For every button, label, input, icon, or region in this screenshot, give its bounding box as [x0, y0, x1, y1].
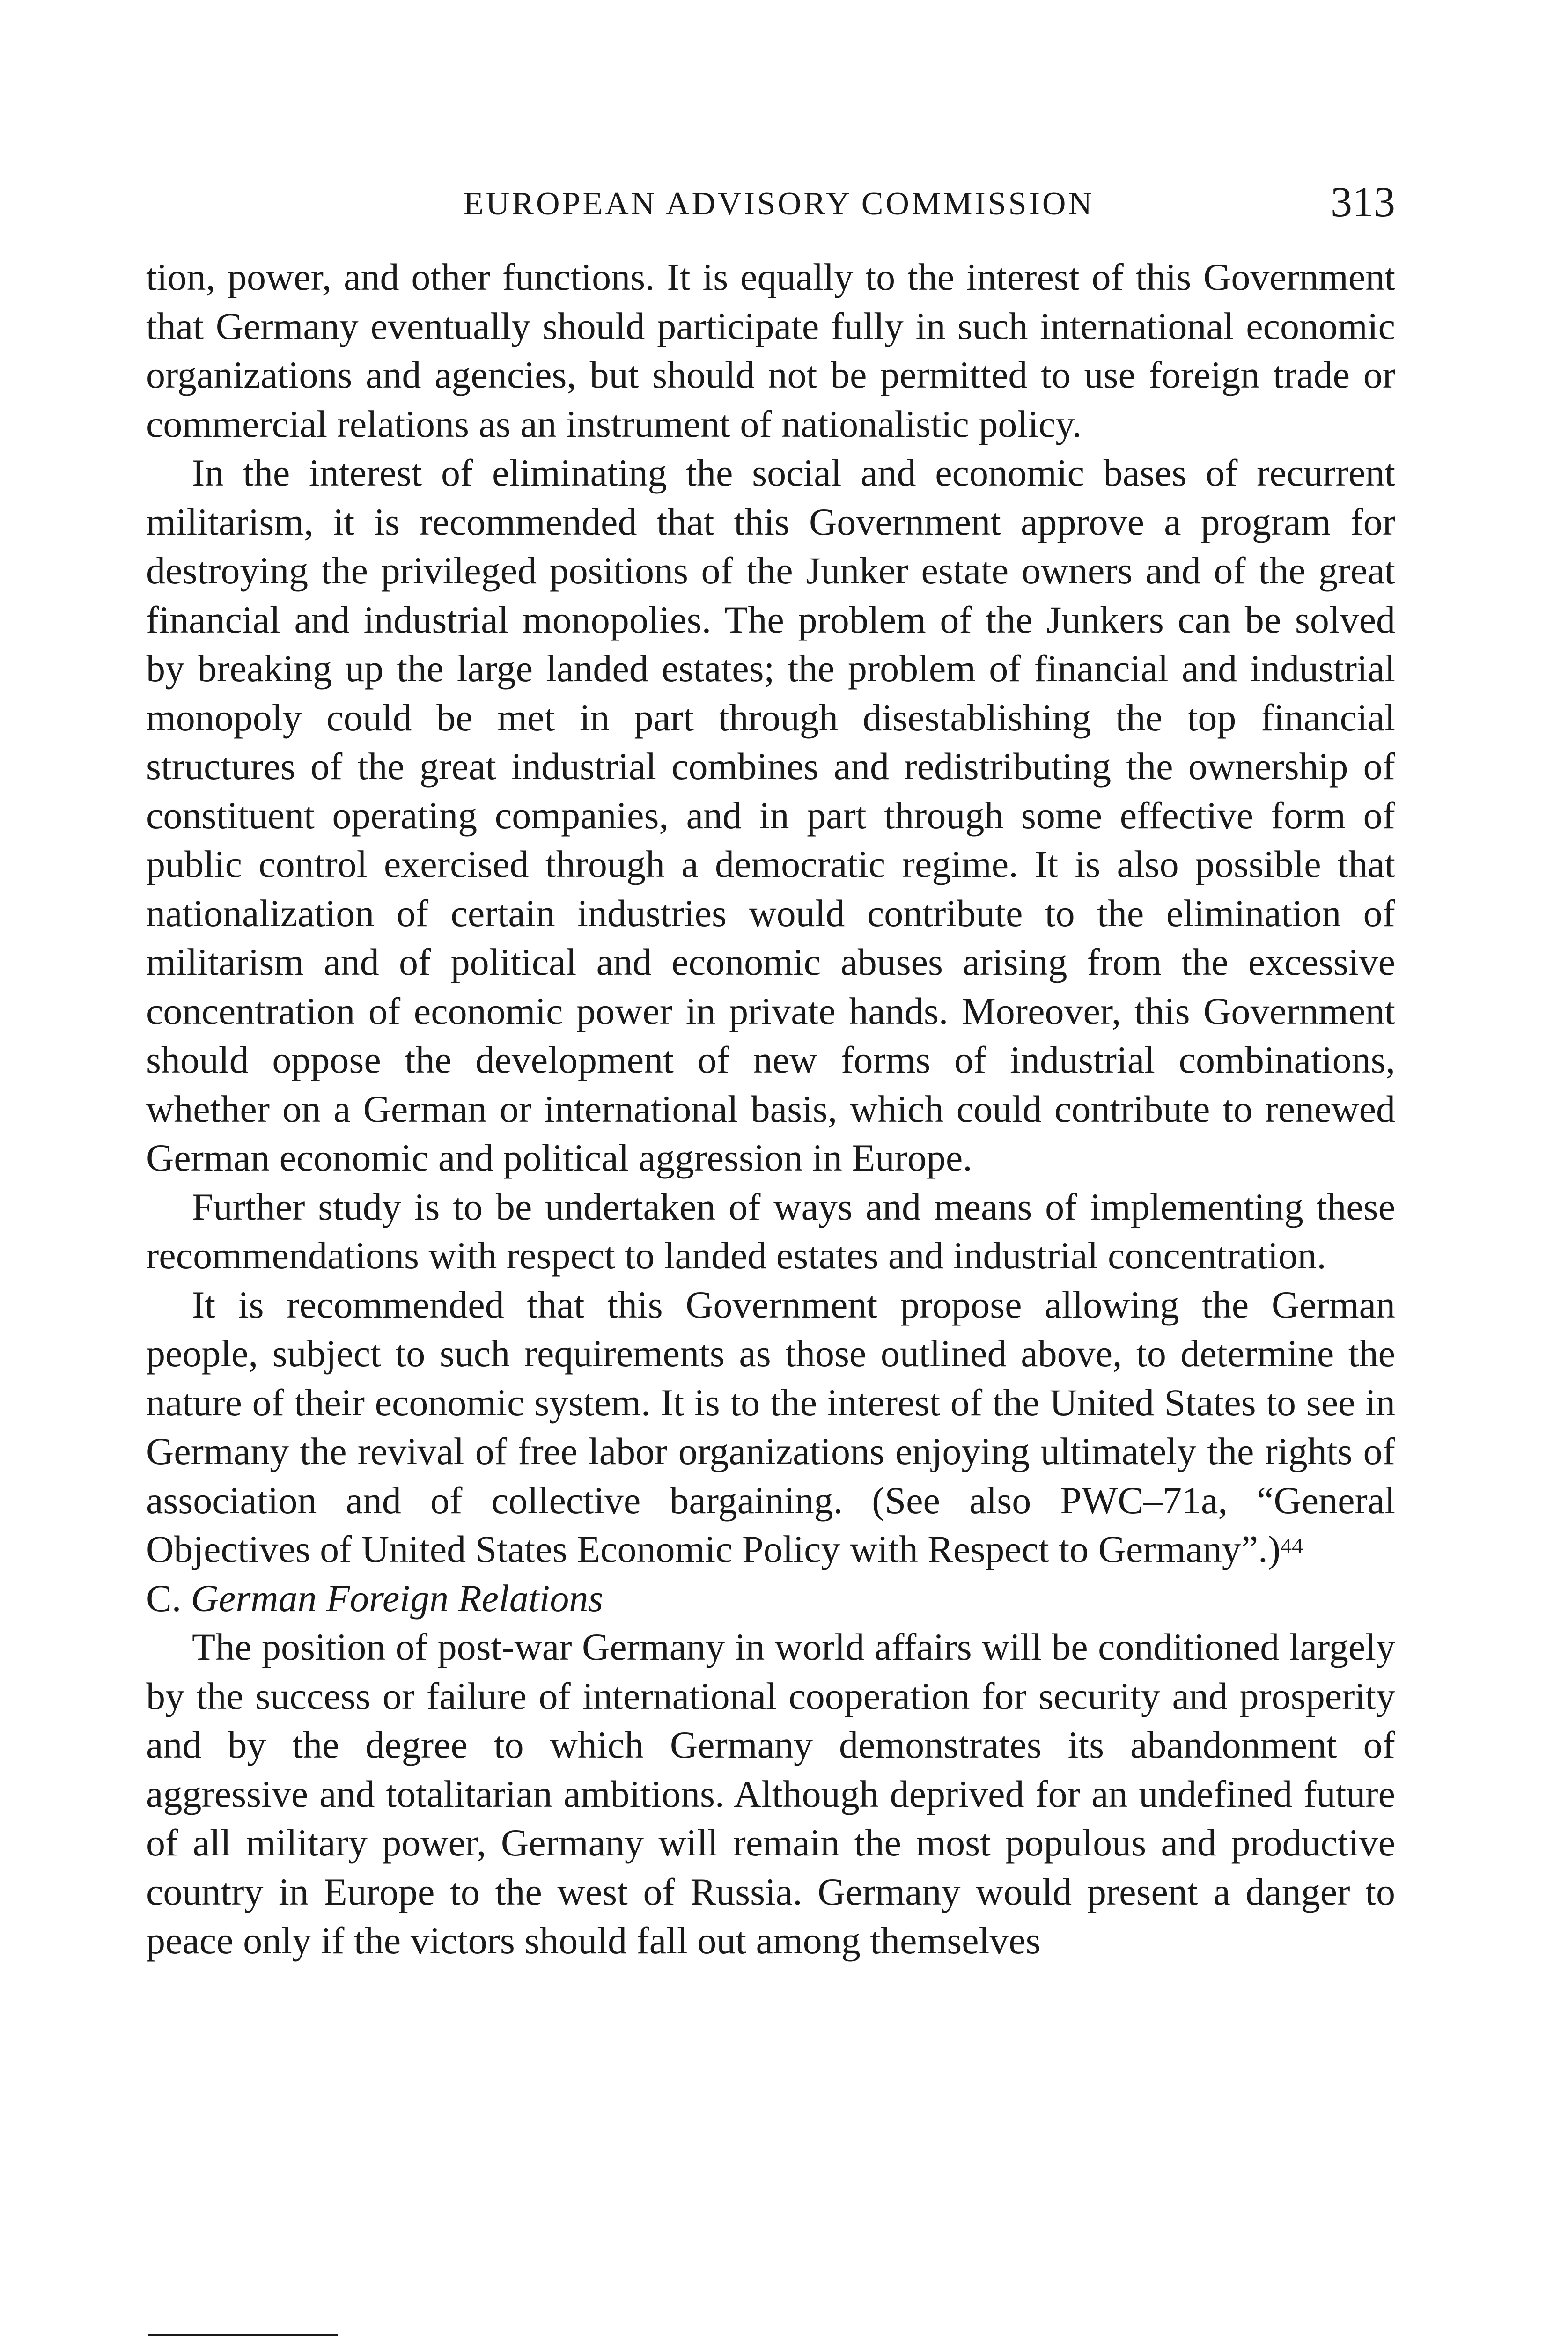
paragraph-economic-system-text: It is recommended that this Government propose allowing the German people, subject to such requirements as those outlined above, to determine the nature of their economic system. It is to the interest of the United States to see in Germany the revival of free labor organizations enjoying ultimately the rights of association and of collective bargaining. (See also PWC–71a, “General Objectives of United States Economic Policy with Respect to Germany”.)	[146, 1283, 1395, 1570]
paragraph-further-study: Further study is to be undertaken of ways and means of implementing these recommendations with respect to landed estates and industrial concentration.	[146, 1185, 1395, 1277]
section-heading	[146, 1574, 1395, 1623]
paragraph-post-war-position: The position of post-war Germany in world affairs will be conditioned largely by the success or failure of international cooperation for security and prosperity and by the degree to which Germany demonstrates its abandonment of aggressive and totalitarian ambitions. Although deprived for an undefined future of all military power, Germany will remain the most populous and productive country in Europe to the west of Russia. Germany would present a danger to peace only if the victors should fall out among themselves	[146, 1626, 1395, 1962]
body-text	[146, 253, 1395, 1966]
paragraph-continued: tion, power, and other functions. It is equally to the interest of this Government that Germany eventually should participate fully in such international economic organizations and agencies, but should not be permitted to use foreign trade or commercial relations as an instrument of nationalistic policy.	[146, 256, 1395, 445]
paragraph-economic-system	[146, 1281, 1395, 1574]
section-title: German Foreign Relations	[191, 1576, 604, 1620]
running-head	[0, 177, 1568, 228]
page-number: 313	[1331, 178, 1395, 226]
running-head-title: EUROPEAN ADVISORY COMMISSION	[464, 186, 1095, 222]
section-label: C.	[146, 1576, 182, 1620]
footnote-rule	[148, 2334, 338, 2336]
footnote-reference: 44	[1280, 1534, 1303, 1559]
paragraph-junker-estates: In the interest of eliminating the social and economic bases of recurrent militarism, it is recommended that this Government approve a program for destroying the privileged positions of the Junker estate owners and of the great financial and industrial monopolies. The problem of the Junkers can be solved by breaking up the large landed estates; the problem of financial and industrial monopoly could be met in part through disestablishing the top financial structures of the great industrial combines and redistributing the ownership of constituent operating companies, and in part through some effective form of public control exercised through a democratic regime. It is also possible that nationalization of certain industries would contribute to the elimination of militarism and of political and economic abuses arising from the excessive concentration of economic power in private hands. Moreover, this Government should oppose the development of new forms of industrial combinations, whether on a German or international basis, which could contribute to renewed German economic and political aggression in Europe.	[146, 451, 1395, 1179]
